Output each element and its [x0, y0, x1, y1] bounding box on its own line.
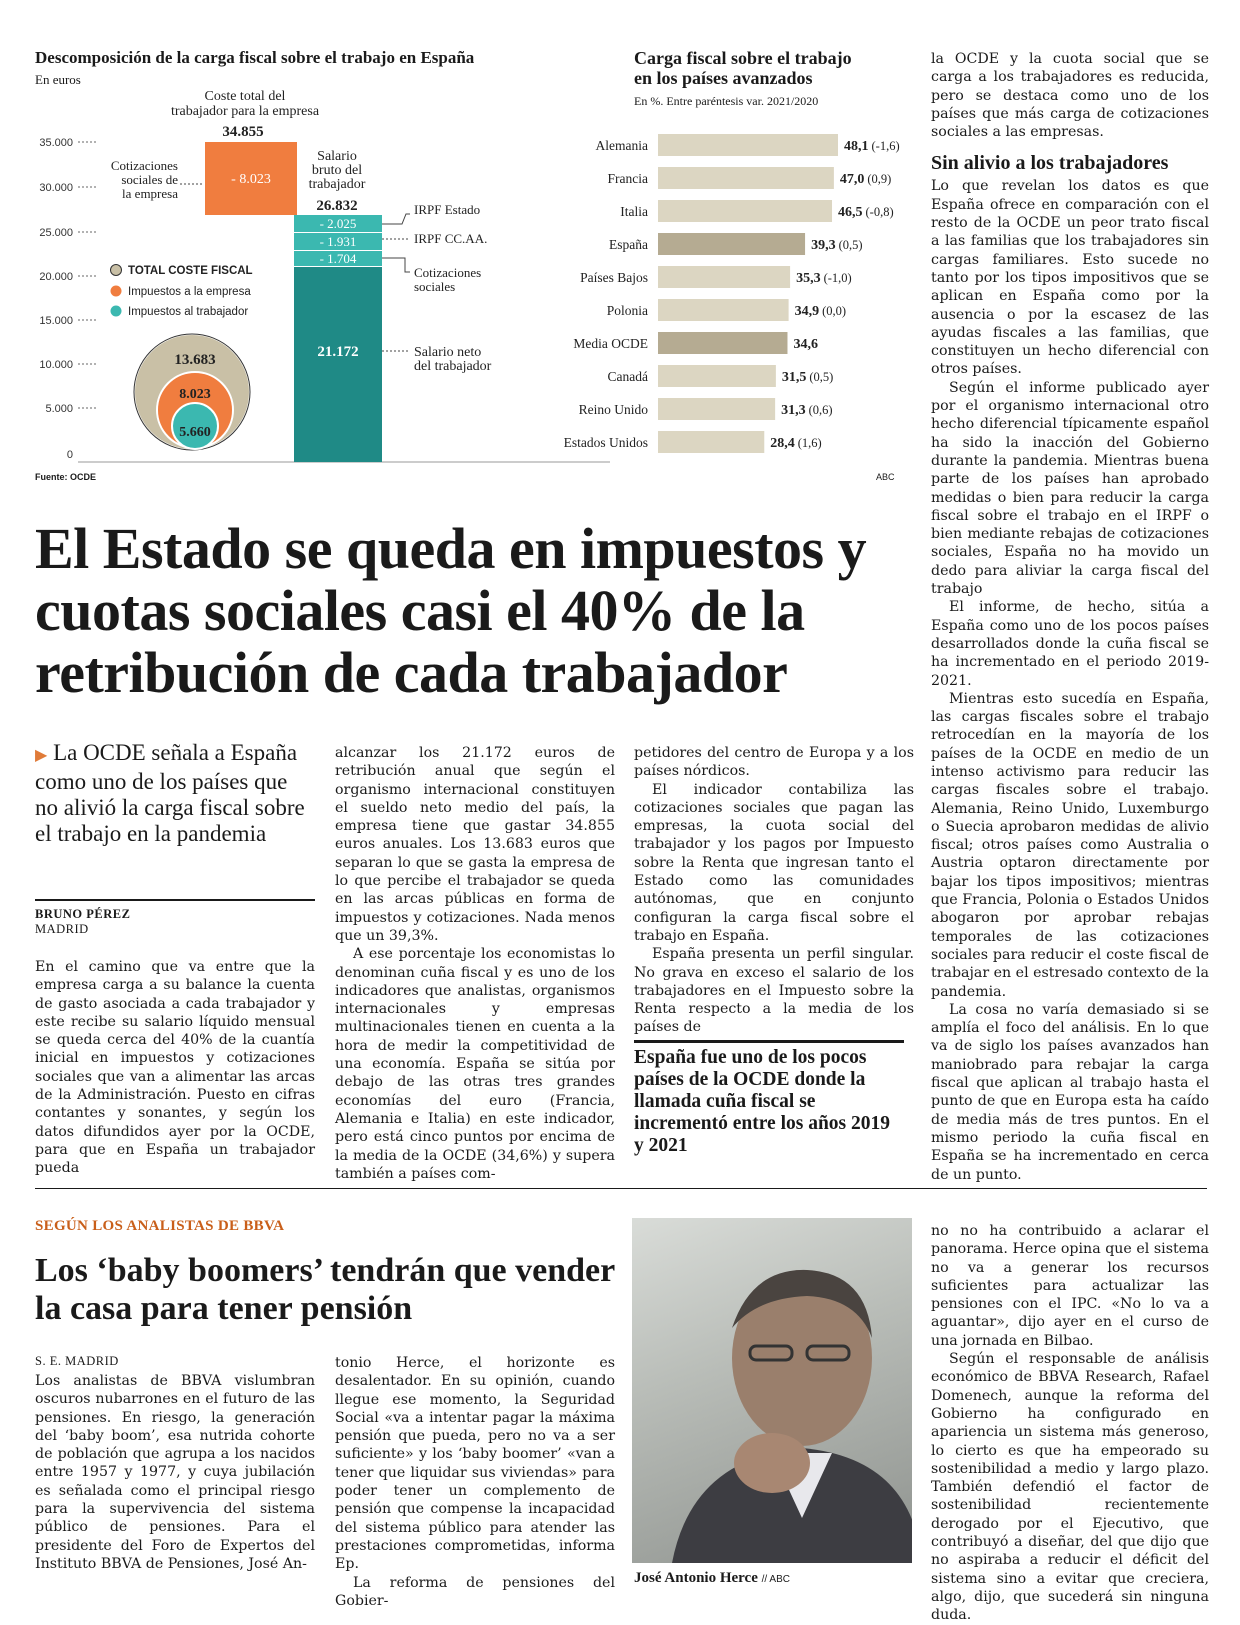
article1-paragraph: La cosa no varía demasiado si se amplía el foco del análisis. En lo que va de siglo los países avanzados han maniobrado para rebajar la carga fiscal que aplican al trabajo hasta el punto de que en Europa esta ha caído de media más de tres puntos. En el mismo periodo la cuña fiscal en España se ha incrementado en cerca de un punto.	[931, 1001, 1209, 1183]
legend-total-swatch	[111, 265, 122, 276]
coste-label: trabajador para la empresa	[170, 104, 320, 119]
chart2-subtitle: En %. Entre paréntesis var. 2021/2020	[634, 94, 819, 108]
y-tick: 35.000	[39, 137, 73, 149]
photo-credit: // ABC	[761, 1574, 790, 1585]
article1-deck-text: La OCDE señala a España como uno de los países que no alivió la carga fiscal sobre el trabajo en la pandemia	[35, 740, 305, 846]
y-tick: 5.000	[45, 403, 73, 415]
article2-paragraph: La reforma de pensiones del Gobier-	[335, 1574, 615, 1609]
bar	[658, 266, 790, 288]
cotizaciones-trabajador-label: Cotizaciones	[414, 265, 482, 280]
article1-paragraph: petidores del centro de Europa y a los países nórdicos.	[634, 745, 914, 780]
article1-headline: El Estado se queda en impuestos y cuotas sociales casi el 40% de la retribución de cada trabajador	[35, 516, 867, 705]
bar	[658, 332, 787, 354]
empresa-tax-value: 8.023	[179, 387, 211, 402]
tax-breakdown-chart	[30, 86, 620, 466]
bar	[658, 398, 775, 420]
empresa-cotizaciones-value: - 8.023	[231, 172, 271, 187]
article1-paragraph: A ese porcentaje los economistas lo denominan cuña fiscal y es uno de los indicadores que analistas, organismos internacionales y empresas multinacionales tienen en cuenta a la hora de medir la competitividad de una economía. España se sitúa por debajo de las otras tres grandes economías del euro (Francia, Alemania e Italia) en este indicador, pero está cinco puntos por encima de la media de la OCDE (34,6%) y supera también a países com-	[335, 946, 615, 1182]
article2-byline: S. E. MADRID	[35, 1354, 119, 1368]
bar-value-label: 31,3 (0,6)	[781, 403, 833, 418]
empresa-cotizaciones-label: la empresa	[122, 186, 178, 201]
chart2-title-line1: Carga fiscal sobre el trabajo	[634, 48, 852, 68]
bar	[658, 134, 838, 156]
irpf-estado-value: - 2.025	[319, 216, 357, 231]
bar-value-label: 39,3 (0,5)	[811, 238, 863, 253]
salario-bruto-label: bruto del	[311, 163, 363, 178]
article1-paragraph: El indicador contabiliza las cotizaciones sociales que pagan las empresas, la cuota social del trabajador y los pagos por Impuesto sobre la Renta que ingresan tanto el Estado como las comunidades autónomas, que en conjunto configuran la carga fiscal sobre el trabajo en España.	[634, 781, 914, 944]
chart1-title: Descomposición de la carga fiscal sobre el trabajo en España	[35, 48, 475, 67]
empresa-cotizaciones-label: Cotizaciones	[110, 158, 178, 173]
bar	[658, 233, 805, 255]
article1-paragraph: España presenta un perfil singular. No grava en exceso el salario de los trabajadores en el Impuesto sobre la Renta respecto a la media de los países de	[634, 946, 914, 1036]
chart-source: Fuente: OCDE	[35, 472, 97, 482]
legend-empresa-label: Impuestos a la empresa	[128, 286, 251, 298]
article1-column2	[335, 744, 615, 1183]
portrait-photo	[632, 1218, 912, 1563]
article1-paragraph: alcanzar los 21.172 euros de retribución anual que según el organismo internacional constituyen el sueldo neto medio del país, la empresa tiene que gastar 34.855 euros anuales. Los 13.683 euros que separan lo que se gasta la empresa de lo que percibe el trabajador se queda en las arcas públicas en forma de impuestos y cotizaciones. Nada menos que un 39,3%.	[335, 745, 615, 944]
bar-category-label: Italia	[620, 204, 648, 219]
bar	[658, 167, 834, 189]
article1-paragraph: Lo que revelan los datos es que España ofrece en comparación con el resto de la OCDE un peor trato fiscal a las familias que los trabajadores sin cargas familiares. Esto sucede no tanto por los tipos impositivos que se aplican en España como por la ausencia o por la escasez de las ayudas fiscales a las familias, que constituyen un hecho diferencial con otros países.	[931, 178, 1209, 378]
total-tax-value: 13.683	[174, 352, 216, 368]
bar-category-label: Francia	[607, 171, 648, 186]
bar-value-label: 28,4 (1,6)	[770, 436, 822, 451]
bar-category-label: Media OCDE	[573, 336, 648, 351]
tax-burden-bar-chart	[540, 130, 910, 460]
bar-category-label: España	[609, 237, 648, 252]
article1-paragraph: En el camino que va entre que la empresa carga a su balance la cuenta de gasto asociada a cada trabajador y este recibe su salario líquido mensual se queda cerca del 40% de la cuantía inicial en impuestos y cotizaciones sociales que van a alimentar las arcas de la Administración. Puesto en cifras contantes y sonantes, y según los datos difundidos ayer por la OCDE, para que en España un trabajador pueda	[35, 959, 315, 1177]
section-divider	[35, 1188, 1207, 1189]
bar-category-label: Canadá	[607, 369, 648, 384]
article1-deck	[35, 740, 315, 847]
bar-value-label: 47,0 (0,9)	[839, 172, 892, 187]
y-tick: 30.000	[39, 182, 73, 194]
y-tick: 20.000	[39, 271, 73, 283]
article2-paragraph: Según el responsable de análisis económico de BBVA Research, Rafael Domenech, aunque la reforma del Gobierno ha configurado en apariencia un sistema más generoso, lo cierto es que ha empeorado su sostenibilidad a medio y largo plazo. También defendió el factor de sostenibilidad recientemente derogado por el Ejecutivo, que contribuyó a diseñar, del que dijo que no aspiraba a reducir el déficit del sistema sino a evitar que creciera, algo, dijo, que sucederá sin ninguna duda.	[931, 1351, 1209, 1624]
chart1-subtitle: En euros	[35, 72, 81, 87]
article2-column4	[931, 1222, 1209, 1625]
bar-value-label: 48,1 (-1,6)	[844, 139, 900, 154]
legend-trabajador-label: Impuestos al trabajador	[128, 306, 249, 318]
article1-paragraph: Según el informe publicado ayer por el organismo internacional otro hecho diferencial típicamente español ha sido la inacción del Gobierno durante la pandemia. Mientras buena parte de los países han aprobado medidas o bien para reducir la carga fiscal sobre el trabajo en el IRPF o bien mediante rebajas de cotizaciones sociales, España no ha movido un dedo para aliviar la carga fiscal del trabajo	[931, 379, 1209, 598]
salario-bruto-label: Salario	[317, 149, 357, 164]
coste-label: Coste total del	[204, 89, 286, 104]
bar-category-label: Países Bajos	[580, 270, 648, 285]
irpf-ccaa-label: IRPF CC.AA.	[414, 231, 488, 246]
coste-value: 34.855	[222, 124, 264, 140]
legend-empresa-swatch	[111, 286, 122, 297]
article2-kicker: SEGÚN LOS ANALISTAS DE BBVA	[35, 1218, 285, 1234]
salario-bruto-value: 26.832	[316, 198, 358, 214]
bar-value-label: 34,6	[793, 337, 818, 352]
article2-paragraph: Los analistas de BBVA vislumbran oscuros nubarrones en el futuro de las pensiones. En riesgo, la generación del ‘baby boom’, esa nutrida cohorte de población que agrupa a los nacidos entre 1957 y 1977, y cuya jubilación es señalada como el principal riesgo para la supervivencia del sistema público de pensiones. Para el presidente del Foro de Expertos del Instituto BBVA de Pensiones, José An-	[35, 1373, 315, 1572]
empresa-cotizaciones-label: sociales de	[121, 172, 178, 187]
cotizaciones-trabajador-label: sociales	[414, 279, 456, 294]
bar	[658, 200, 832, 222]
salario-bruto-label: trabajador	[308, 177, 366, 192]
article1-column1	[35, 958, 315, 1178]
article1-paragraph: la OCDE y la cuota social que se carga a los trabajadores es reducida, pero se destaca como uno de los países que más carga de cotizaciones sociales a las empresas.	[931, 51, 1209, 141]
bar	[658, 365, 776, 387]
article1-pullquote: España fue uno de los pocos países de la OCDE donde la llamada cuña fiscal se incrementó entre los años 2019 y 2021	[634, 1040, 904, 1157]
y-tick: 25.000	[39, 227, 73, 239]
chart-credit: ABC	[876, 472, 895, 482]
bar-category-label: Estados Unidos	[563, 435, 648, 450]
article1-column4	[931, 50, 1209, 1184]
chart2-title	[634, 48, 914, 88]
salario-neto-label: Salario neto	[414, 345, 482, 360]
irpf-estado-label: IRPF Estado	[414, 202, 481, 217]
article2-headline: Los ‘baby boomers’ tendrán que vender la casa para tener pensión	[35, 1252, 615, 1327]
irpf-ccaa-value: - 1.931	[319, 234, 357, 249]
article2-column1	[35, 1372, 315, 1573]
photo-caption	[634, 1570, 790, 1587]
article1-paragraph: Mientras esto sucedía en España, las cargas fiscales sobre el trabajo retrocedían en la mayoría de los países de la OCDE en medio de un intenso activismo para reducir las cargas fiscales sobre el trabajo. Alemania, Reino Unido, Luxemburgo o Suecia aprobaron medidas de alivio fiscal; otros países como Australia o Austria optaron directamente por bajar los tipos impositivos; mientras que Francia, Polonia o Estados Unidos abogaron por aprobar rebajas temporales de las cotizaciones sociales para reducir el coste fiscal de trabajar en el estresado contexto de la pandemia.	[931, 690, 1210, 1000]
salario-neto-label: del trabajador	[414, 359, 492, 374]
trabajador-tax-value: 5.660	[179, 425, 211, 440]
y-tick: 15.000	[39, 315, 73, 327]
article1-author: BRUNO PÉREZ	[35, 907, 131, 921]
article1-byline	[35, 899, 315, 937]
y-tick: 0	[66, 449, 73, 461]
cotizaciones-trabajador-value: - 1.704	[319, 251, 357, 266]
legend-trabajador-swatch	[111, 306, 122, 317]
article2-paragraph: no no ha contribuido a aclarar el panorama. Herce opina que el sistema no va a generar los recursos suficientes para actualizar las pensiones con el IPC. «No lo va a aguantar», dijo ayer en el curso de una jornada en Bilbao.	[931, 1223, 1209, 1349]
bar-category-label: Reino Unido	[578, 402, 648, 417]
article1-subhead: Sin alivio a los trabajadores	[931, 152, 1169, 175]
y-tick: 10.000	[39, 359, 73, 371]
article1-paragraph: El informe, de hecho, sitúa a España como uno de los pocos países desarrollados donde la cuña fiscal se ha incrementado en el periodo 2019-2021.	[931, 599, 1209, 689]
chart2-title-line2: en los países avanzados	[634, 68, 813, 88]
article2-column2	[335, 1354, 615, 1610]
bar	[658, 299, 789, 321]
article1-column3	[634, 744, 914, 1037]
bar-category-label: Alemania	[595, 138, 648, 153]
bar-value-label: 31,5 (0,5)	[781, 370, 834, 385]
bar	[658, 431, 764, 453]
bar-category-label: Polonia	[606, 303, 648, 318]
portrait-illustration	[632, 1218, 912, 1563]
salario-neto-value: 21.172	[317, 344, 359, 360]
bar-value-label: 35,3 (-1,0)	[796, 271, 852, 286]
bar-value-label: 34,9 (0,0)	[794, 304, 847, 319]
article1-city: MADRID	[35, 922, 89, 936]
article2-paragraph: tonio Herce, el horizonte es desalentador. En su opinión, cuando llegue ese momento, la Seguridad Social «va a intentar pagar la máxima pensión que pueda, pero no va a ser suficiente» y los ‘baby boomer’ «van a tener que liquidar sus viviendas» para poder tener un complemento de pensión que compense la incapacidad del sistema público para atender las prestaciones comprometidas, informa Ep.	[335, 1355, 615, 1573]
salario-neto-bar	[294, 267, 382, 462]
bar-value-label: 46,5 (-0,8)	[838, 205, 894, 220]
triangle-bullet-icon: ▶	[35, 747, 48, 764]
photo-caption-text: José Antonio Herce	[634, 1570, 758, 1586]
legend-total-label: TOTAL COSTE FISCAL	[128, 265, 253, 277]
